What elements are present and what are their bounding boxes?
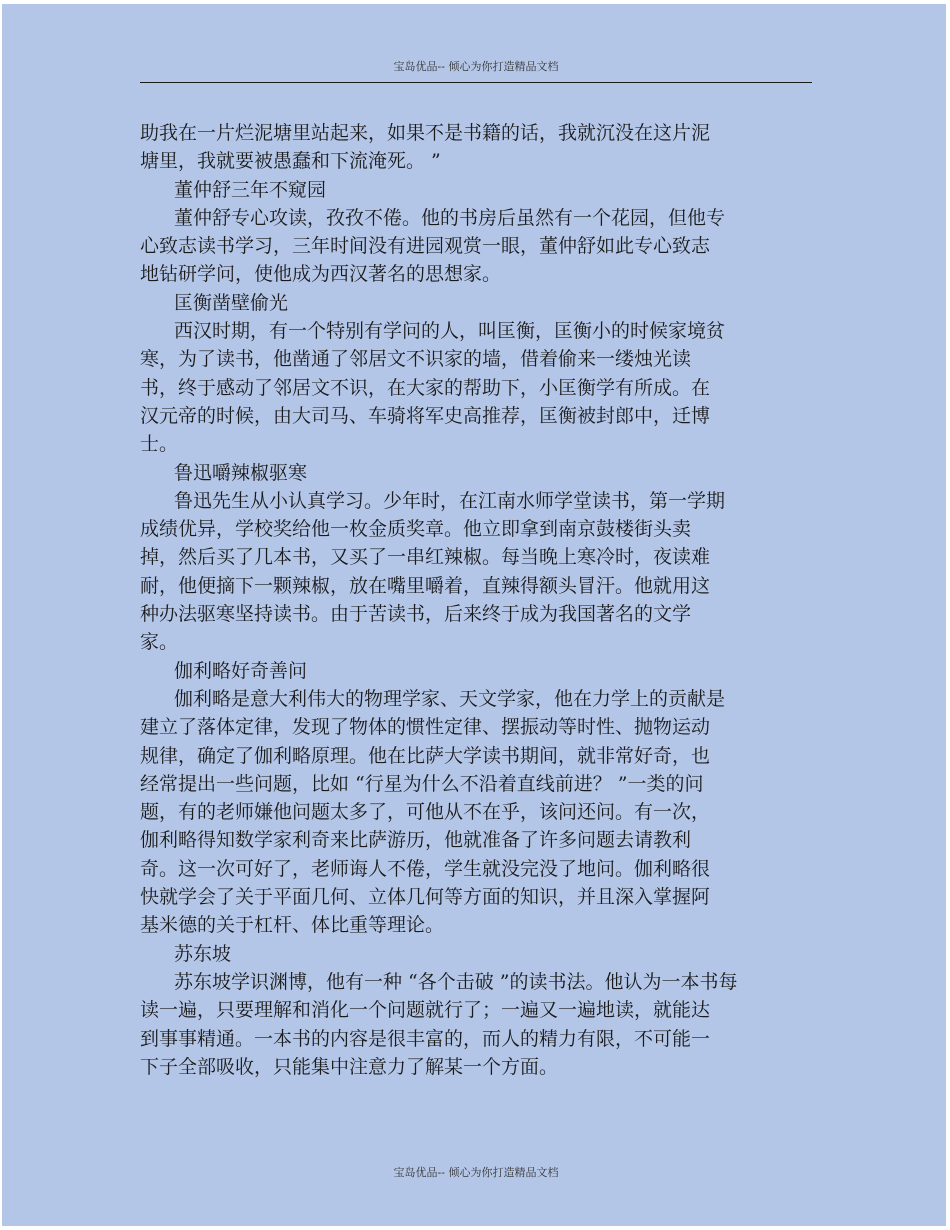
document-page [2, 4, 946, 1226]
header-divider [140, 82, 812, 83]
section-heading: 伽利略好奇善问 [174, 659, 308, 682]
page-header: 宝岛优品-- 倾心为你打造精品文档 [393, 60, 559, 73]
text-line: 成绩优异，学校奖给他一枚金质奖章。他立即拿到南京鼓楼街头卖 [140, 518, 692, 541]
text-line: 伽利略是意大利伟大的物理学家、天文学家，他在力学上的贡献是 [174, 687, 726, 710]
text-line: 地钻研学问，使他成为西汉著名的思想家。 [140, 263, 502, 286]
text-line: 耐，他便摘下一颗辣椒，放在嘴里嚼着，直辣得额头冒汗。他就用这 [140, 574, 711, 597]
document-body [140, 119, 800, 1081]
text-line: 助我在一片烂泥塘里站起来，如果不是书籍的话，我就沉没在这片泥 [140, 122, 711, 144]
text-line: 到事事精通。一本书的内容是很丰富的，而人的精力有限，不可能一 [140, 1027, 711, 1050]
text-line: 西汉时期，有一个特别有学问的人，叫匡衡，匡衡小的时候家境贫 [174, 320, 726, 343]
text-line: 题，有的老师嫌他问题太多了，可他从不在乎，该问还问。有一次， [140, 801, 711, 824]
text-line: 种办法驱寒坚持读书。由于苦读书，后来终于成为我国著名的文学 [140, 603, 692, 626]
text-line: 汉元帝的时候，由大司马、车骑将军史高推荐，匡衡被封郎中，迁博 [140, 404, 711, 427]
page-footer: 宝岛优品-- 倾心为你打造精品文档 [393, 1166, 559, 1179]
section-heading: 匡衡凿壁偷光 [174, 291, 289, 314]
text-line: 寒，为了读书，他凿通了邻居文不识家的墙，借着偷来一缕烛光读 [140, 348, 692, 371]
text-line: 董仲舒专心攻读，孜孜不倦。他的书房后虽然有一个花园，但他专 [174, 206, 726, 229]
text-line: 家。 [140, 631, 179, 654]
text-line: 奇。这一次可好了，老师诲人不倦，学生就没完没了地问。伽利略很 [140, 857, 711, 880]
text-line: 塘里，我就要被愚蠢和下流淹死。 ” [140, 150, 441, 173]
text-line: 苏东坡学识渊博，他有一种 “各个击破 ”的读书法。他认为一本书每 [174, 970, 738, 993]
text-line: 快就学会了关于平面几何、立体几何等方面的知识，并且深入掌握阿 [140, 886, 711, 909]
text-line: 士。 [140, 433, 179, 456]
text-line: 规律，确定了伽利略原理。他在比萨大学读书期间，就非常好奇，也 [140, 744, 711, 767]
text-line: 读一遍，只要理解和消化一个问题就行了；一遍又一遍地读，就能达 [140, 999, 711, 1022]
text-line: 基米德的关于杠杆、体比重等理论。 [140, 914, 445, 937]
section-heading: 董仲舒三年不窥园 [174, 178, 327, 201]
section-heading: 苏东坡 [174, 942, 232, 965]
text-line: 书，终于感动了邻居文不识，在大家的帮助下，小匡衡学有所成。在 [140, 376, 711, 399]
text-line: 经常提出一些问题，比如 “行星为什么不沿着直线前进？ ”一类的问 [140, 772, 704, 795]
text-line: 掉，然后买了几本书，又买了一串红辣椒。每当晚上寒冷时，夜读难 [140, 546, 711, 569]
section-heading: 鲁迅嚼辣椒驱寒 [174, 461, 308, 484]
text-line: 伽利略得知数学家利奇来比萨游历，他就准备了许多问题去请教利 [140, 829, 692, 852]
text-line: 建立了落体定律，发现了物体的惯性定律、摆振动等时性、抛物运动 [140, 716, 711, 739]
text-line: 下子全部吸收，只能集中注意力了解某一个方面。 [140, 1055, 559, 1078]
text-line: 心致志读书学习，三年时间没有进园观赏一眼，董仲舒如此专心致志 [140, 235, 711, 258]
text-line: 鲁迅先生从小认真学习。少年时，在江南水师学堂读书，第一学期 [174, 489, 726, 512]
